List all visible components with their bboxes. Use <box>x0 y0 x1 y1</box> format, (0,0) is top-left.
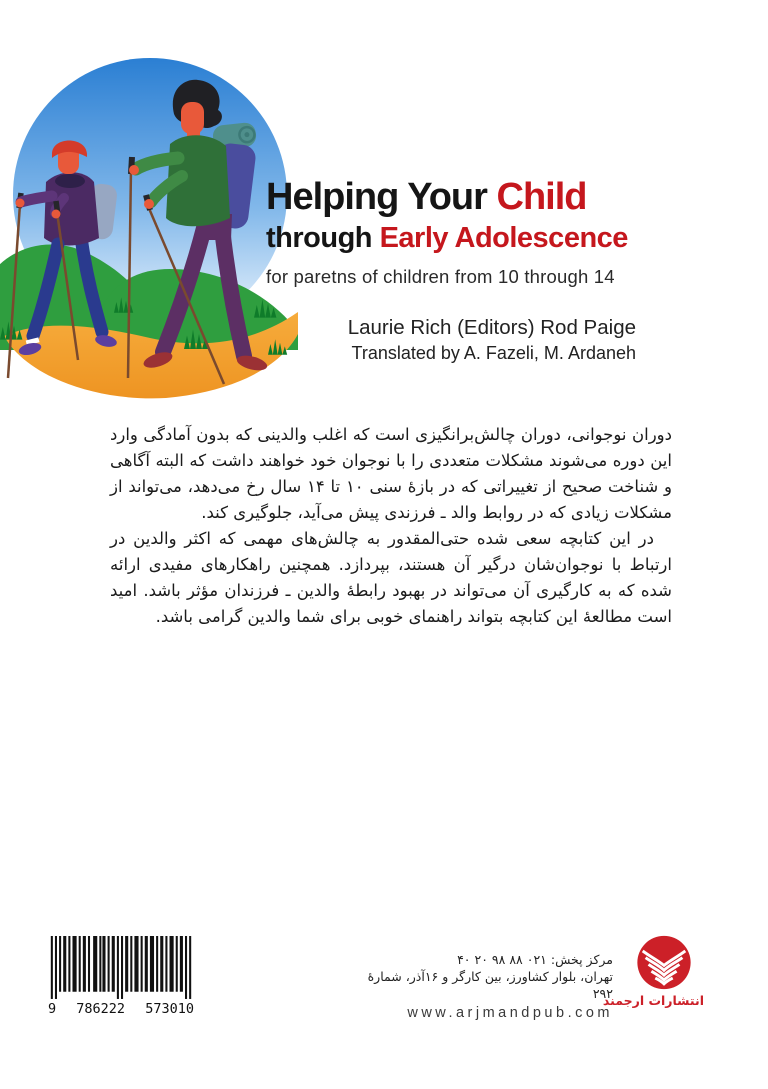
barcode-bars <box>48 936 194 1000</box>
subtitle: for paretns of children from 10 through 14 <box>266 266 615 287</box>
publisher-address: تهران، بلوار کشاورز، بین کارگر و ۱۶آذر، شمارۀ ۲۹۲ <box>367 969 613 1001</box>
synopsis-paragraph-1: دوران نوجوانی، دوران چالش‌برانگیزی است که اغلب والدینی که بدون آمادگی وارد این دوره می‌شوند مشکلات متعددی را با نوجوان خود خواهند داشت که البته آگاهی و شناخت صحیح از تغییراتی که در بازۀ سنی ۱۰ تا ۱۴ سال رخ می‌دهد، می‌تواند از مشکلات زیادی که در روابط والد ـ فرزندی پیش می‌آید، جلوگیری کند. <box>110 425 672 522</box>
isbn-number: 9 786222 573010 <box>48 1001 194 1017</box>
publisher-logo-icon <box>633 935 695 992</box>
publisher-name: انتشارات ارجمند <box>602 993 704 1008</box>
title-block <box>266 174 636 365</box>
synopsis <box>110 422 672 630</box>
publisher-logo <box>602 935 704 1008</box>
authors-line: Laurie Rich (Editors) Rod Paige <box>347 316 636 339</box>
hikers-illustration <box>0 48 300 400</box>
page-title-line1: Helping Your Child <box>266 176 587 218</box>
synopsis-paragraph-2: در این کتابچه سعی شده حتی‌المقدور به چالش‌های مهمی که اکثر والدین در ارتباط با نوجوان‌شان درگیر آن هستند، بپردازد. همچنین راهکارهای مفیدی ارائه شده که به کارگیری آن می‌تواند در بهبود رابطۀ والدین ـ فرزندان مؤثر باشد. امید است مطالعۀ این کتابچه بتواند راهنمای خوبی برای شما والدین گرامی باشد. <box>110 529 672 626</box>
translator-line: Translated by A. Fazeli, M. Ardaneh <box>351 343 636 363</box>
isbn-barcode <box>48 936 198 1017</box>
authors-block <box>266 314 636 365</box>
publisher-website: www.arjmandpub.com <box>407 1005 613 1021</box>
publisher-info <box>363 951 613 1022</box>
distribution-phone: مرکز پخش: ۰۲۱ ۸۸ ۹۸ ۲۰ ۴۰ <box>457 952 613 967</box>
page-title-line2: through Early Adolescence <box>266 222 628 254</box>
